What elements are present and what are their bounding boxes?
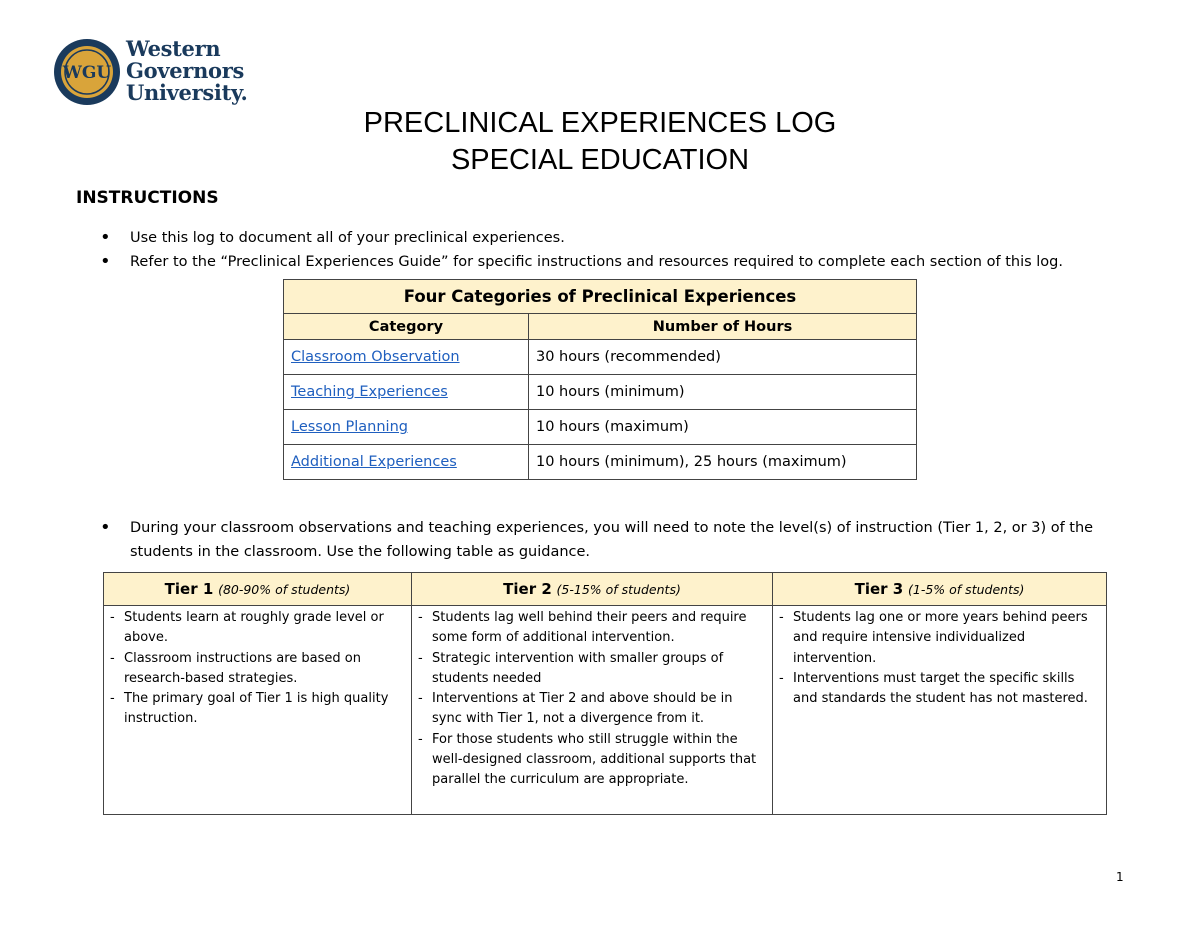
page-number: 1: [1116, 870, 1124, 884]
list-item: - Classroom instructions are based on research-based strategies.: [110, 649, 405, 690]
tier-2-header: Tier 2 (5-15% of students): [412, 573, 773, 606]
list-item: - Students lag one or more years behind peers and require intensive individualized intervention.: [779, 608, 1100, 669]
page-title: PRECLINICAL EXPERIENCES LOG: [363, 107, 837, 139]
list-item: - Students lag well behind their peers and require some form of additional intervention.: [418, 608, 766, 649]
tier-3-cell: [773, 606, 1107, 815]
instructions-heading: INSTRUCTIONS: [76, 188, 219, 208]
link-teaching-experiences[interactable]: Teaching Experiences: [291, 384, 448, 400]
wgu-wordmark: Western Governors University.: [126, 36, 248, 105]
table-row: [284, 445, 917, 480]
hours-cell: 10 hours (minimum), 25 hours (maximum): [529, 445, 917, 480]
hours-cell: 10 hours (maximum): [529, 410, 917, 445]
tier-3-header: Tier 3 (1-5% of students): [773, 573, 1107, 606]
table-row: [284, 340, 917, 375]
link-additional-experiences[interactable]: Additional Experiences: [291, 454, 457, 470]
table-row: [284, 375, 917, 410]
instruction-bullet: • During your classroom observations and teaching experiences, you will need to note the level(s) of instruction (Tier 1, 2, or 3) of the students in the classroom. Use the following table as guidance.: [100, 516, 1120, 564]
tier-1-header: Tier 1 (80-90% of students): [104, 573, 412, 606]
list-item: - Interventions must target the specific skills and standards the student has not mastered.: [779, 669, 1100, 710]
tiers-table: [103, 572, 1107, 815]
hours-cell: 10 hours (minimum): [529, 375, 917, 410]
instruction-bullet: • Use this log to document all of your preclinical experiences.: [100, 226, 1120, 250]
list-item: - Strategic intervention with smaller groups of students needed: [418, 649, 766, 690]
tier-instructions: [100, 516, 1120, 564]
link-classroom-observation[interactable]: Classroom Observation: [291, 349, 460, 365]
instruction-bullet: • Refer to the “Preclinical Experiences Guide” for specific instructions and resources required to complete each section of this log.: [100, 250, 1120, 274]
list-item: - Interventions at Tier 2 and above should be in sync with Tier 1, not a divergence from it.: [418, 689, 766, 730]
table-row: [284, 410, 917, 445]
tier-1-cell: [104, 606, 412, 815]
link-lesson-planning[interactable]: Lesson Planning: [291, 419, 408, 435]
tier-2-cell: [412, 606, 773, 815]
list-item: - The primary goal of Tier 1 is high quality instruction.: [110, 689, 405, 730]
svg-text:WGU: WGU: [62, 63, 112, 83]
column-header-category: Category: [284, 314, 529, 340]
categories-table: [283, 279, 917, 480]
hours-cell: 30 hours (recommended): [529, 340, 917, 375]
page-subtitle: SPECIAL EDUCATION: [450, 144, 750, 176]
column-header-hours: Number of Hours: [529, 314, 917, 340]
wgu-seal-icon: [53, 38, 121, 106]
instructions-list: [100, 226, 1120, 274]
wgu-logo: [50, 36, 250, 108]
list-item: - Students learn at roughly grade level or above.: [110, 608, 405, 649]
list-item: - For those students who still struggle within the well-designed classroom, additional supports that parallel the curriculum are appropriate.: [418, 730, 766, 791]
categories-table-caption: Four Categories of Preclinical Experiences: [284, 280, 917, 314]
